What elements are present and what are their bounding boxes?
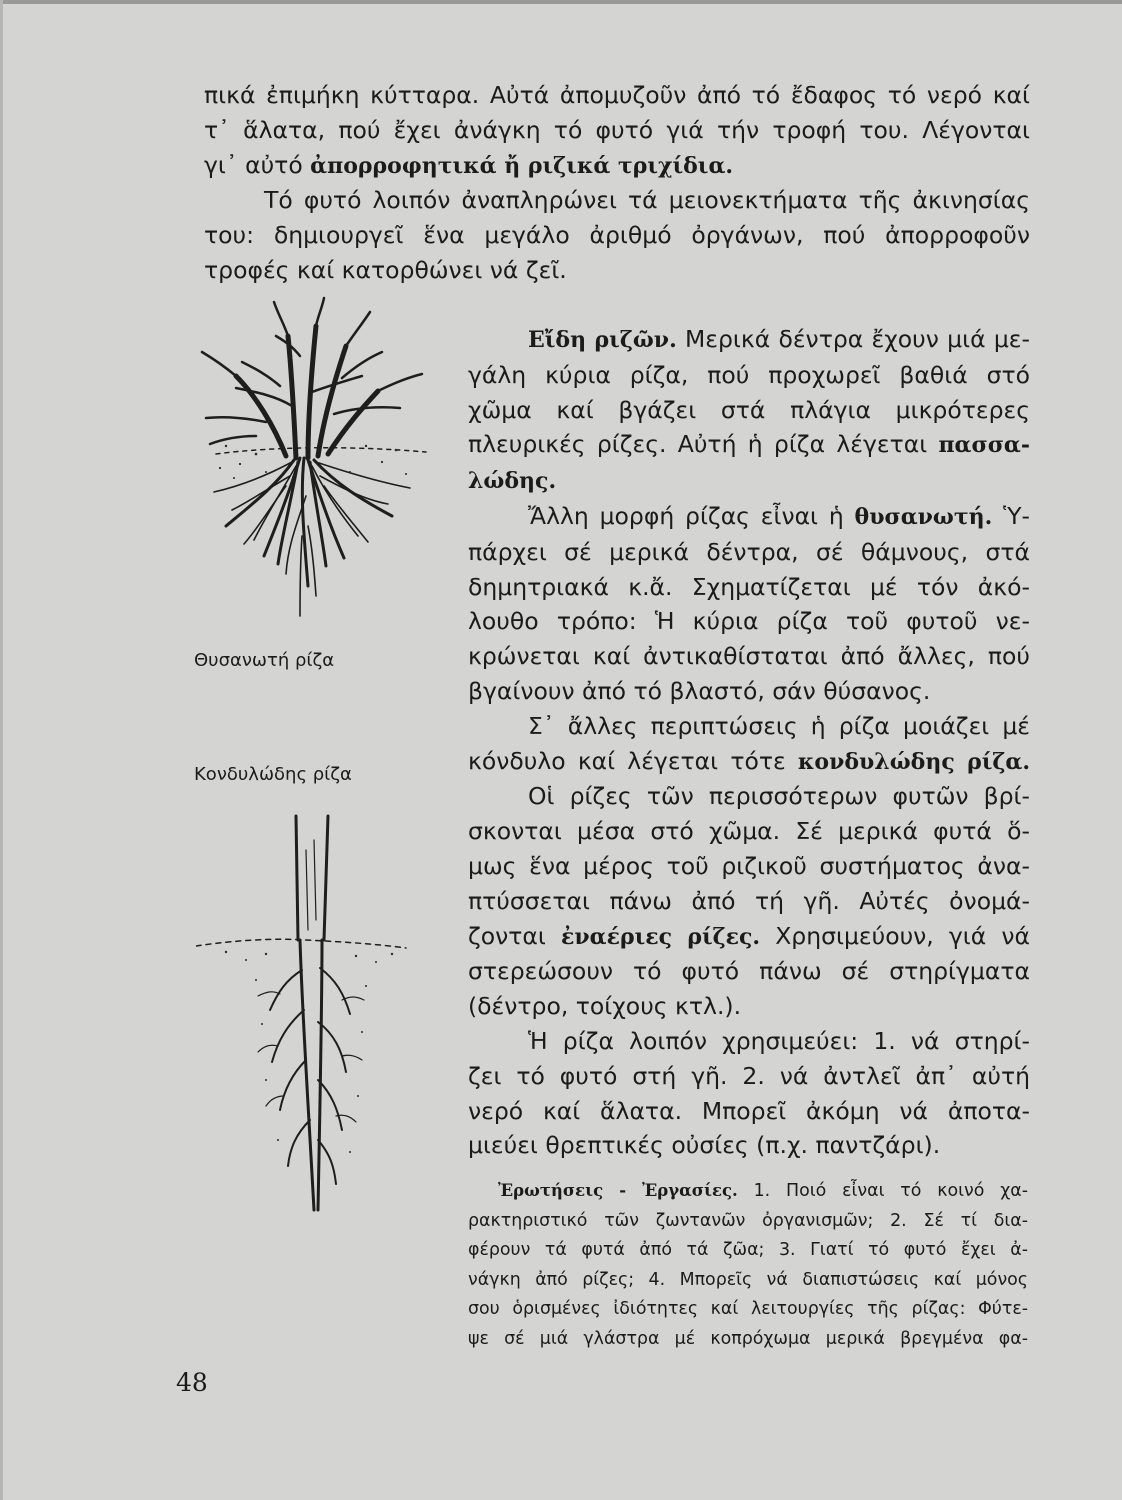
term-aerial: ἐναέριες ρίζες. [561, 923, 761, 950]
text-line: φέρουν τά φυτά ἀπό τά ζῶα; 3. Γιατί τό φυτό ἔχει ἀ- [468, 1240, 1028, 1261]
top-paragraphs [204, 78, 1030, 288]
text-line: τ᾿ ἅλατα, πού ἔχει ἀνάγκη τό φυτό γιά τήν τροφή του. Λέγονται [204, 115, 1030, 144]
taproot-illustration [196, 810, 416, 1230]
text-line [468, 499, 1030, 535]
text-line [468, 744, 1030, 780]
text-run: Ἄλλη μορφή ρίζας εἶναι ἡ [528, 501, 855, 530]
right-column-text [468, 322, 1030, 1163]
questions-section [468, 1176, 1028, 1355]
page-top-edge [0, 0, 1122, 4]
text-line: Τό φυτό λοιπόν ἀναπληρώνει τά μειονεκτήματα τῆς ἀκινησίας [264, 186, 1030, 215]
text-line: (δέντρο, τοίχους κτλ.). [468, 992, 742, 1021]
text-run: Ὑ- [992, 501, 1031, 530]
paragraph-aerial-end [468, 989, 1030, 1024]
paragraph-root-functions [468, 1024, 1030, 1128]
term-taproot-cont: λώδης. [468, 468, 557, 495]
term-tuberous: κονδυλώδης ρίζα. [797, 748, 1030, 775]
paragraph-fibrous-end [468, 674, 1030, 709]
page-number: 48 [176, 1368, 208, 1397]
paragraph-continuation [204, 78, 1030, 148]
text-line [468, 1176, 1028, 1207]
text-run: Χρησιμεύουν, γιά νά [760, 921, 1030, 950]
text-line: σκονται μέσα στό χῶμα. Σέ μερικά φυτά ὅ- [468, 817, 1030, 846]
text-line: δημητριακά κ.ἄ. Σχηματίζεται μέ τόν ἀκό- [468, 572, 1030, 601]
paragraph-compensation [204, 183, 1030, 253]
term-absorbent-hairs: ἀπορροφητικά ἤ ριζικά τριχίδια. [310, 152, 734, 179]
paragraph-aerial [468, 779, 1030, 989]
text-line: λουθο τρόπο: Ἡ κύρια ρίζα τοῦ φυτοῦ νε- [468, 607, 1030, 636]
text-line: νερό καί ἅλατα. Μπορεῖ ἀκόμη νά ἀποτα- [468, 1096, 1030, 1125]
text-run: ζονται [468, 921, 562, 950]
text-line: μιεύει θρεπτικές οὐσίες (π.χ. παντζάρι). [468, 1131, 941, 1160]
term-fibrous: θυσανωτή. [854, 503, 993, 530]
text-line: πικά ἐπιμήκη κύτταρα. Αὐτά ἀπομυζοῦν ἀπό τό ἔδαφος τό νερό καί [204, 81, 1030, 109]
text-line: πάρχει σέ μερικά δέντρα, σέ θάμνους, στά [468, 537, 1030, 566]
text-line: Σ᾿ ἄλλες περιπτώσεις ἡ ρίζα μοιάζει μέ [528, 711, 1030, 740]
text-run: γι᾿ αὐτό [204, 150, 311, 179]
text-line [468, 322, 1030, 358]
text-line: τροφές καί κατορθώνει νά ζεῖ. [204, 255, 567, 284]
text-line: στερεώσουν τό φυτό πάνω σέ στηρίγματα [468, 957, 1030, 986]
text-line [468, 919, 1030, 955]
caption-fibrous-root: Θυσανωτή ρίζα [194, 650, 335, 671]
text-line: νάγκη ἀπό ρίζες; 4. Μπορεῖς νά διαπιστώσεις καί μόνος [468, 1269, 1028, 1290]
heading-root-types: Εἴδη ριζῶν. [528, 327, 677, 353]
paragraph-tuberous [468, 709, 1030, 780]
text-run: Μερικά δέντρα ἔχουν μιά με- [676, 325, 1030, 353]
term-taproot: πασσα- [938, 432, 1030, 459]
text-line [468, 427, 1030, 463]
text-line: χῶμα καί βγάζει στά πλάγια μικρότερες [468, 395, 1030, 424]
text-line: Οἱ ρίζες τῶν περισσότερων φυτῶν βρί- [528, 782, 1030, 811]
text-run: πλευρικές ρίζες. Αὐτή ἡ ρίζα λέγεται [468, 430, 939, 459]
text-line: ρακτηριστικό τῶν ζωντανῶν ὀργανισμῶν; 2. Σέ τί δια- [468, 1210, 1028, 1231]
text-line: ψε σέ μιά γλάστρα μέ κοπρόχωμα μερικά βρεγμένα φα- [468, 1328, 1028, 1349]
text-line: κρώνεται καί ἀντικαθίσταται ἀπό ἄλλες, πού [468, 642, 1030, 671]
text-line: μως ἕνα μέρος τοῦ ριζικοῦ συστήματος ἀνα- [468, 851, 1030, 880]
text-run: κόνδυλο καί λέγεται τότε [468, 746, 798, 775]
page-left-edge [0, 0, 3, 1500]
text-line: Ἡ ρίζα λοιπόν χρησιμεύει: 1. νά στηρί- [528, 1026, 1030, 1055]
paragraph-root-types-end [468, 463, 1030, 499]
fibrous-root-illustration [196, 296, 446, 626]
caption-tuberous-root: Κονδυλώδης ρίζα [194, 764, 352, 785]
text-line: πτύσσεται πάνω ἀπό τή γῆ. Αὐτές ὀνομά- [468, 886, 1030, 915]
paragraph-fibrous [468, 499, 1030, 674]
paragraph-root-functions-end [468, 1128, 1030, 1163]
paragraph-continuation-end [204, 148, 1030, 184]
text-line: βγαίνουν ἀπό τό βλαστό, σάν θύσανος. [468, 676, 931, 705]
text-line: του: δημιουργεῖ ἕνα μεγάλο ἀριθμό ὀργάνων, πού ἀπορροφοῦν [204, 221, 1030, 250]
paragraph-root-types [468, 322, 1030, 463]
paragraph-compensation-end [204, 253, 1030, 288]
text-line: σου ὁρισμένες ἰδιότητες καί λειτουργίες τῆς ρίζας: Φύτε- [468, 1299, 1028, 1320]
text-line: γάλη κύρια ρίζα, πού προχωρεῖ βαθιά στό [468, 360, 1030, 389]
text-line: ζει τό φυτό στή γῆ. 2. νά ἀντλεῖ ἀπ᾿ αὐτή [468, 1061, 1030, 1090]
text-run: 1. Ποιό εἶναι τό κοινό χα- [737, 1181, 1028, 1201]
questions-title: Ἐρωτήσεις - Ἐργασίες. [498, 1181, 738, 1200]
